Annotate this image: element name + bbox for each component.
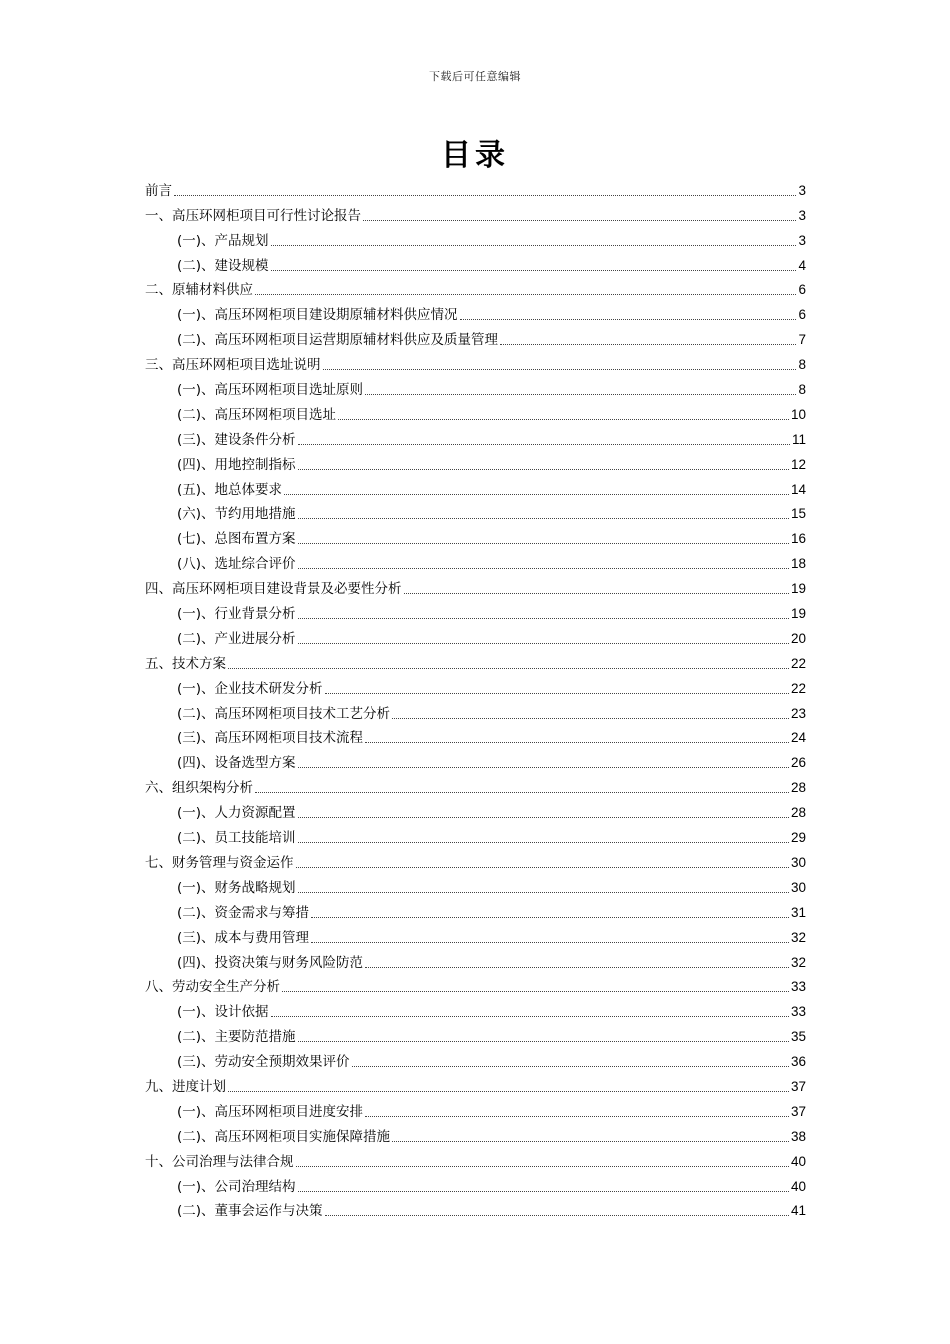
toc-entry-title: (四)、投资决策与财务风险防范 [177,954,364,971]
toc-entry[interactable] [145,724,806,749]
toc-entry[interactable] [145,251,806,276]
toc-entry-page-number: 40 [790,1153,806,1169]
toc-entry-page-number: 32 [790,929,806,945]
dot-leader [298,567,789,569]
toc-entry-title: 六、组织架构分析 [145,780,253,797]
dot-leader [365,393,796,395]
toc-entry-title: 前言 [145,182,172,199]
toc-entry[interactable] [145,898,806,923]
dot-leader [228,667,789,669]
toc-entry-page-number: 40 [790,1178,806,1194]
toc-entry-page-number: 33 [790,979,806,995]
dot-leader [271,1015,789,1017]
toc-entry-title: 四、高压环网柜项目建设背景及必要性分析 [145,581,402,598]
toc-entry-title: (二)、董事会运作与决策 [177,1203,323,1220]
toc-entry[interactable] [145,848,806,873]
toc-entry-page-number: 33 [790,1004,806,1020]
toc-entry-page-number: 38 [790,1128,806,1144]
toc-entry[interactable] [145,500,806,525]
toc-entry-page-number: 29 [790,830,806,846]
toc-entry[interactable] [145,176,806,201]
toc-entry-title: (二)、建设规模 [177,257,269,274]
dot-leader [460,318,797,320]
toc-entry[interactable] [145,201,806,226]
dot-leader [271,269,797,271]
toc-entry[interactable] [145,574,806,599]
toc-entry[interactable] [145,1097,806,1122]
page-title: 目录 [441,138,509,173]
toc-entry-title: (四)、用地控制指标 [177,456,296,473]
toc-entry[interactable] [145,873,806,898]
toc-entry[interactable] [145,226,806,251]
dot-leader [323,368,797,370]
toc-entry[interactable] [145,1022,806,1047]
toc-entry[interactable] [145,1197,806,1222]
toc-entry-page-number: 19 [790,581,806,597]
toc-entry-title: (一)、企业技术研发分析 [177,680,323,697]
toc-entry[interactable] [145,649,806,674]
toc-entry-title: 十、公司治理与法律合规 [145,1153,294,1170]
dot-leader [174,194,796,196]
toc-entry[interactable] [145,973,806,998]
toc-entry[interactable] [145,1147,806,1172]
dot-leader [365,1115,789,1117]
toc-entry-title: (一)、高压环网柜项目选址原则 [177,382,364,399]
dot-leader [352,1065,789,1067]
toc-entry-page-number: 26 [790,755,806,771]
toc-entry-title: (三)、高压环网柜项目技术流程 [177,730,364,747]
toc-entry-title: 二、原辅材料供应 [145,282,253,299]
toc-entry-title: (一)、财务战略规划 [177,879,296,896]
toc-entry-title: (一)、高压环网柜项目建设期原辅材料供应情况 [177,307,458,324]
dot-leader [298,1040,789,1042]
toc-entry[interactable] [145,276,806,301]
toc-entry[interactable] [145,624,806,649]
toc-entry-title: 九、进度计划 [145,1078,226,1095]
toc-entry-page-number: 35 [790,1029,806,1045]
toc-entry-title: (二)、产业进展分析 [177,630,296,647]
toc-entry-title: (二)、员工技能培训 [177,830,296,847]
toc-entry-page-number: 32 [790,954,806,970]
toc-entry-page-number: 24 [790,730,806,746]
toc-entry[interactable] [145,300,806,325]
toc-entry-page-number: 28 [790,805,806,821]
toc-entry-title: 一、高压环网柜项目可行性讨论报告 [145,207,361,224]
dot-leader [298,617,789,619]
toc-entry-page-number: 3 [798,232,806,248]
toc-entry-page-number: 6 [798,282,806,298]
toc-entry-title: (八)、选址综合评价 [177,556,296,573]
dot-leader [255,791,789,793]
dot-leader [325,1214,789,1216]
toc-entry[interactable] [145,773,806,798]
dot-leader [500,343,796,345]
dot-leader [298,841,789,843]
toc-entry-page-number: 41 [790,1203,806,1219]
toc-entry[interactable] [145,475,806,500]
toc-entry[interactable] [145,599,806,624]
dot-leader [298,642,789,644]
toc-entry-page-number: 37 [790,1078,806,1094]
toc-entry[interactable] [145,699,806,724]
toc-entry[interactable] [145,948,806,973]
dot-leader [311,941,789,943]
toc-entry-title: (二)、高压环网柜项目实施保障措施 [177,1128,391,1145]
toc-entry-title: 三、高压环网柜项目选址说明 [145,357,321,374]
toc-entry-title: (四)、设备选型方案 [177,755,296,772]
toc-entry-page-number: 4 [798,257,806,273]
toc-entry-page-number: 23 [790,705,806,721]
toc-entry[interactable] [145,375,806,400]
dot-leader [298,517,789,519]
dot-leader [298,816,789,818]
toc-entry-title: (二)、资金需求与筹措 [177,904,310,921]
toc-entry-page-number: 37 [790,1103,806,1119]
dot-leader [282,990,789,992]
toc-entry-title: (二)、高压环网柜项目技术工艺分析 [177,705,391,722]
dot-leader [284,493,789,495]
toc-entry[interactable] [145,748,806,773]
toc-entry-title: (七)、总图布置方案 [177,531,296,548]
toc-entry-page-number: 15 [790,506,806,522]
toc-entry-title: 五、技术方案 [145,655,226,672]
toc-entry-title: (一)、产品规划 [177,232,269,249]
dot-leader [255,293,796,295]
toc-entry[interactable] [145,1122,806,1147]
toc-entry[interactable] [145,923,806,948]
dot-leader [298,468,789,470]
toc-entry[interactable] [145,997,806,1022]
toc-entry-page-number: 28 [790,780,806,796]
toc-entry-title: (三)、建设条件分析 [177,431,296,448]
dot-leader [363,219,796,221]
toc-entry-page-number: 8 [798,382,806,398]
toc-entry-page-number: 20 [790,630,806,646]
toc-entry-title: (二)、高压环网柜项目运营期原辅材料供应及质量管理 [177,332,499,349]
toc-entry[interactable] [145,1072,806,1097]
toc-entry[interactable] [145,674,806,699]
table-of-contents [145,176,806,1221]
toc-entry-page-number: 16 [790,531,806,547]
toc-entry[interactable] [145,350,806,375]
toc-entry-page-number: 19 [790,606,806,622]
toc-entry-page-number: 30 [790,854,806,870]
toc-entry[interactable] [145,549,806,574]
toc-entry-title: (一)、行业背景分析 [177,606,296,623]
toc-entry-page-number: 31 [790,904,806,920]
dot-leader [298,766,789,768]
toc-entry-title: 七、财务管理与资金运作 [145,854,294,871]
toc-entry[interactable] [145,1047,806,1072]
toc-entry[interactable] [145,450,806,475]
dot-leader [311,916,789,918]
dot-leader [325,692,789,694]
toc-entry-page-number: 36 [790,1054,806,1070]
toc-entry-title: (五)、地总体要求 [177,481,283,498]
toc-entry-page-number: 18 [790,556,806,572]
toc-entry-page-number: 30 [790,879,806,895]
toc-entry-title: (三)、成本与费用管理 [177,929,310,946]
toc-entry-title: (一)、公司治理结构 [177,1178,296,1195]
toc-entry-page-number: 6 [798,307,806,323]
toc-entry[interactable] [145,325,806,350]
toc-entry-title: (一)、设计依据 [177,1004,269,1021]
toc-entry-page-number: 22 [790,680,806,696]
toc-entry-title: (三)、劳动安全预期效果评价 [177,1054,350,1071]
toc-entry-page-number: 7 [798,332,806,348]
dot-leader [392,1140,789,1142]
dot-leader [298,891,789,893]
toc-entry[interactable] [145,1172,806,1197]
toc-entry-title: (一)、高压环网柜项目进度安排 [177,1103,364,1120]
toc-entry[interactable] [145,524,806,549]
toc-entry-title: (二)、高压环网柜项目选址 [177,406,337,423]
dot-leader [271,244,797,246]
page-header: 下载后可任意编辑 [429,70,521,83]
toc-entry[interactable] [145,400,806,425]
dot-leader [365,966,789,968]
dot-leader [338,418,789,420]
dot-leader [298,443,790,445]
dot-leader [298,1190,789,1192]
toc-entry-page-number: 8 [798,357,806,373]
dot-leader [365,741,789,743]
toc-entry-title: (一)、人力资源配置 [177,805,296,822]
toc-entry-page-number: 12 [790,456,806,472]
toc-entry[interactable] [145,823,806,848]
toc-entry-title: (六)、节约用地措施 [177,506,296,523]
toc-entry-page-number: 11 [791,431,806,447]
toc-entry[interactable] [145,798,806,823]
toc-entry-title: 八、劳动安全生产分析 [145,979,280,996]
dot-leader [296,866,789,868]
dot-leader [228,1090,789,1092]
toc-entry-title: (二)、主要防范措施 [177,1029,296,1046]
toc-entry-page-number: 10 [790,406,806,422]
dot-leader [392,717,789,719]
toc-entry-page-number: 22 [790,655,806,671]
toc-entry-page-number: 3 [798,182,806,198]
dot-leader [298,542,789,544]
dot-leader [404,592,789,594]
toc-entry-page-number: 3 [798,207,806,223]
toc-entry[interactable] [145,425,806,450]
dot-leader [296,1165,789,1167]
toc-entry-page-number: 14 [790,481,806,497]
